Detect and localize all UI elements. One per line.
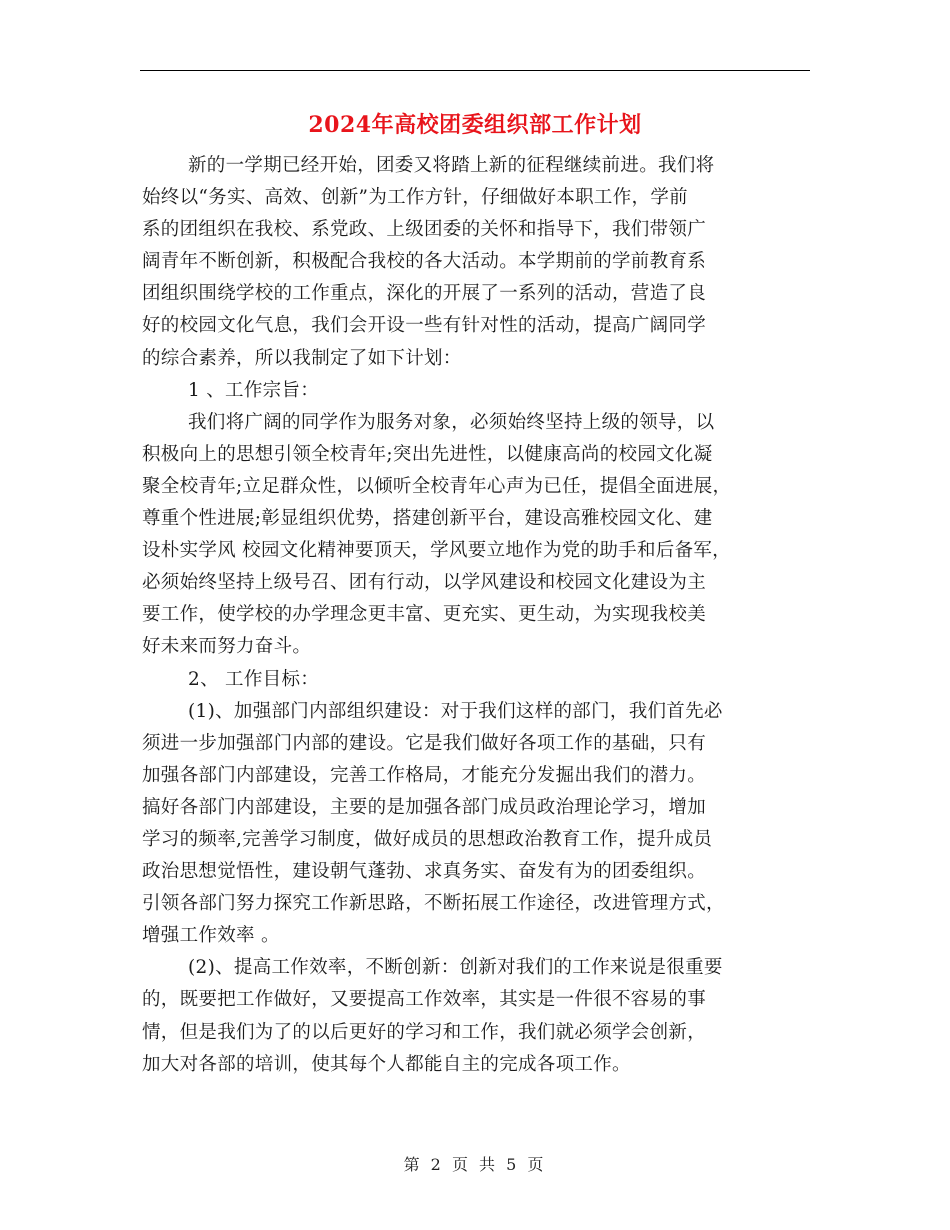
paragraph-line: 必须始终坚持上级号召、团有行动，以学风建设和校园文化建设为主 — [142, 572, 707, 594]
paragraph-line: 引领各部门努力探究工作新思路，不断拓展工作途径，改进管理方式， — [142, 893, 725, 915]
paragraph-line: 情，但是我们为了的以后更好的学习和工作，我们就必须学会创新， — [142, 1021, 707, 1043]
paragraph-line: 尊重个性进展;彰显组织优势，搭建创新平台，建设高雅校园文化、建 — [142, 508, 713, 530]
paragraph-line: 我们将广阔的同学作为服务对象，必须始终坚持上级的领导，以 — [188, 411, 715, 433]
paragraph-line: 2、 工作目标： — [188, 668, 320, 690]
paragraph-line: 的，既要把工作做好，又要提高工作效率，其实是一件很不容易的事 — [142, 989, 707, 1011]
paragraph-line: 设朴实学风 校园文化精神要顶天，学风要立地作为党的助手和后备军， — [142, 540, 731, 562]
paragraph-line: 须进一步加强部门内部的建设。它是我们做好各项工作的基础，只有 — [142, 732, 707, 754]
paragraph-line: 好未来而努力奋斗。 — [142, 636, 312, 658]
document-body — [142, 150, 812, 1081]
paragraph-line: 聚全校青年;立足群众性，以倾听全校青年心声为已任，提倡全面进展， — [142, 475, 732, 497]
paragraph-line: 新的一学期已经开始，团委又将踏上新的征程继续前进。我们将 — [188, 155, 715, 176]
paragraph-line: 积极向上的思想引领全校青年;突出先进性，以健康高尚的校园文化凝 — [142, 443, 713, 465]
paragraph-line: 系的团组织在我校、系党政、上级团委的关怀和指导下，我们带领广 — [142, 219, 707, 241]
paragraph-line: 阔青年不断创新，积极配合我校的各大活动。本学期前的学前教育系 — [142, 251, 707, 273]
paragraph-line: (1)、加强部门内部组织建设：对于我们这样的部门，我们首先必 — [188, 700, 723, 722]
paragraph-line: 要工作，使学校的办学理念更丰富、更充实、更生动，为实现我校美 — [142, 604, 707, 626]
paragraph-line: 团组织围绕学校的工作重点，深化的开展了一系列的活动，营造了良 — [142, 283, 707, 305]
paragraph-line: 1 、工作宗旨： — [188, 379, 320, 401]
paragraph-line: 好的校园文化气息，我们会开设一些有针对性的活动，提高广阔同学 — [142, 315, 707, 337]
paragraph-line: 增强工作效率 。 — [142, 925, 280, 947]
paragraph-line: (2)、提高工作效率，不断创新：创新对我们的工作来说是很重要 — [188, 957, 723, 979]
paragraph-line: 学习的频率,完善学习制度，做好成员的思想政治教育工作，提升成员 — [142, 828, 713, 850]
document-title: 2024年高校团委组织部工作计划 — [308, 112, 642, 138]
paragraph-line: 加强各部门内部建设，完善工作格局，才能充分发掘出我们的潜力。 — [142, 764, 707, 786]
paragraph-line: 的综合素养，所以我制定了如下计划： — [142, 347, 462, 369]
header-rule — [140, 70, 810, 71]
paragraph-line: 搞好各部门内部建设，主要的是加强各部门成员政治理论学习，增加 — [142, 796, 707, 818]
page-footer: 第 2 页 共 5 页 — [403, 1155, 547, 1174]
paragraph-line: 政治思想觉悟性，建设朝气蓬勃、求真务实、奋发有为的团委组织。 — [142, 861, 707, 883]
paragraph-line: 加大对各部的培训，使其每个人都能自主的完成各项工作。 — [142, 1053, 631, 1075]
paragraph-line: 始终以“务实、高效、创新”为工作方针，仔细做好本职工作，学前 — [142, 187, 688, 209]
